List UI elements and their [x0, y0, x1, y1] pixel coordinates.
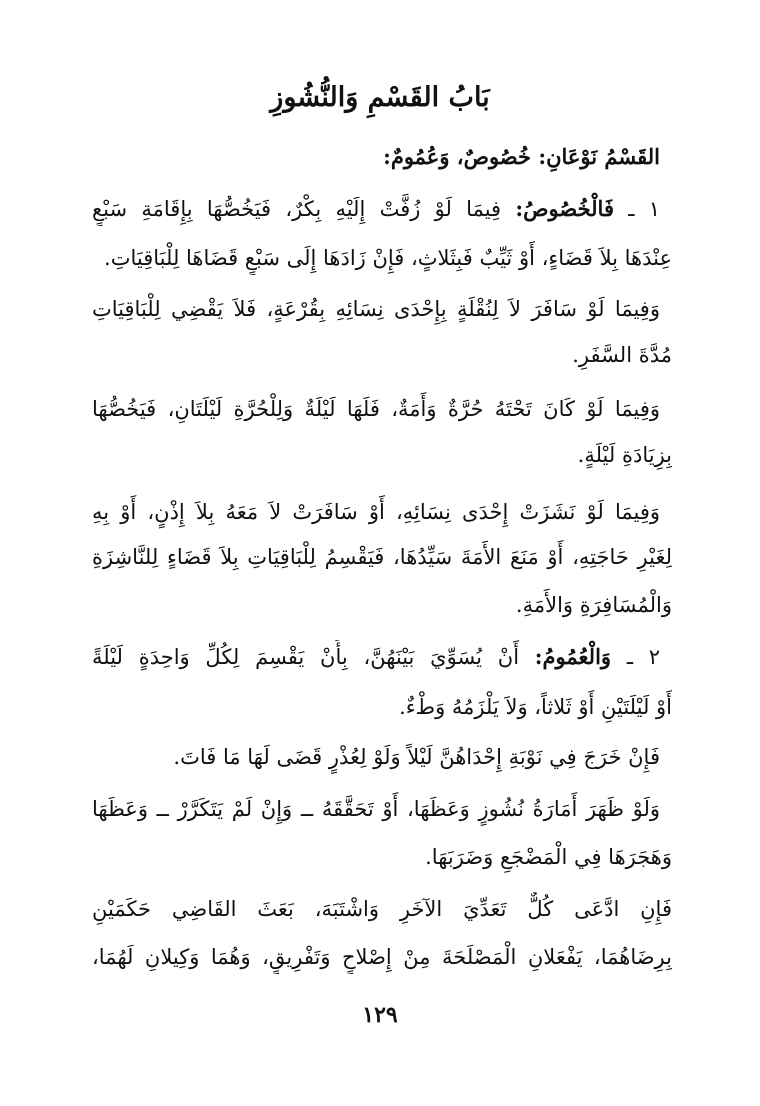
nushuz-line3: وَالْمُسَافِرَةِ وَالأَمَةِ.: [515, 593, 672, 617]
hurra-line2: بِزِيَادَةِ لَيْلَةٍ.: [577, 443, 672, 467]
section2-line1-text: أَنْ يُسَوِّيَ بَيْنَهُنَّ، بِأَنْ يَقْسِمَ لِكُلِّ وَاحِدَةٍ لَيْلَةً: [92, 645, 520, 669]
nushuz-line2: لِغَيْرِ حَاجَتِهِ، أَوْ مَنَعَ الأَمَةَ سَيِّدُهَا، فَيَقْسِمُ لِلْبَاقِيَاتِ بِلاَ قَضَاءٍ لِلنَّاشِزَةِ: [92, 545, 672, 569]
intro-rest: خُصُوصٌ، وَعُمُومٌ:: [383, 144, 531, 169]
section1-number: ١ ـ: [628, 197, 660, 221]
safar-line1: وَفِيمَا لَوْ سَافَرَ لاَ لِنُقْلَةٍ بِإِحْدَى نِسَائِهِ بِقُرْعَةٍ، فَلاَ يَقْضِي لِلْبَاقِيَاتِ: [92, 297, 660, 321]
iddaa-line2: بِرِضَاهُمَا، يَفْعَلانِ الْمَصْلَحَةَ مِنْ إِصْلاحٍ وَتَفْرِيقٍ، وَهُمَا وَكِيلانِ لَهُمَا،: [92, 945, 672, 969]
hurra-line1: وَفِيمَا لَوْ كَانَ تَحْتَهُ حُرَّةٌ وَأَمَةٌ، فَلَهَا لَيْلَةٌ وَلِلْحُرَّةِ لَيْلَتَانِ، فَيَخُصُّهَا: [92, 397, 660, 421]
section1-line1: [92, 192, 660, 226]
section2-line2: أَوْ لَيْلَتَيْنِ أَوْ ثَلاثاً، وَلاَ يَلْزَمُهُ وَطْءٌ.: [399, 695, 672, 719]
nushuz-line1: وَفِيمَا لَوْ نَشَزَتْ إِحْدَى نِسَائِهِ، أَوْ سَافَرَتْ لاَ مَعَهُ بِلاَ إِذْنٍ، أَوْ بِهِ: [92, 500, 660, 524]
section2-lead: وَالْعُمُومُ:: [534, 644, 612, 669]
page-number: ١٢٩: [362, 1002, 398, 1028]
section1-lead: فَالْخُصُوصُ:: [515, 196, 614, 221]
section1-line1-text: فِيمَا لَوْ زُفَّتْ إِلَيْهِ بِكْرٌ، فَيَخُصُّهَا بِإِقَامَةِ سَبْعٍ: [92, 197, 502, 221]
section1-line2: عِنْدَهَا بِلاَ قَضَاءٍ، أَوْ ثَيِّبٌ فَبِثَلاثٍ، فَإِنْ زَادَهَا إِلَى سَبْعٍ قَضَاهَا لِلْبَاقِيَاتِ.: [104, 246, 672, 270]
iddaa-line1: فَإِنِ ادَّعَى كُلٌّ تَعَدِّيَ الآخَرِ وَاشْتَبَهَ، بَعَثَ القَاضِي حَكَمَيْنِ: [92, 897, 672, 921]
zahara-line1: وَلَوْ ظَهَرَ أَمَارَةُ نُشُوزٍ وَعَظَهَا، أَوْ تَحَقَّقَهُ ــ وَإِنْ لَمْ يَتَكَرَّرْ ــ وَعَظَهَا: [92, 797, 660, 821]
safar-line2: مُدَّةَ السَّفَرِ.: [572, 343, 672, 367]
kharaja-line1: فَإِنْ خَرَجَ فِي نَوْبَةِ إِحْدَاهُنَّ لَيْلاً وَلَوْ لِعُذْرٍ قَضَى لَهَا مَا فَاتَ.: [173, 745, 660, 769]
intro-lead: القَسْمُ نَوْعَانِ:: [538, 144, 660, 169]
zahara-line2: وَهَجَرَهَا فِي الْمَضْجَعِ وَضَرَبَهَا.: [425, 845, 672, 869]
section2-number: ٢ ـ: [626, 645, 660, 669]
chapter-title: بَابُ القَسْمِ وَالنُّشُوزِ: [270, 82, 490, 113]
section2-line1: [92, 640, 660, 674]
intro-line: [92, 140, 660, 174]
